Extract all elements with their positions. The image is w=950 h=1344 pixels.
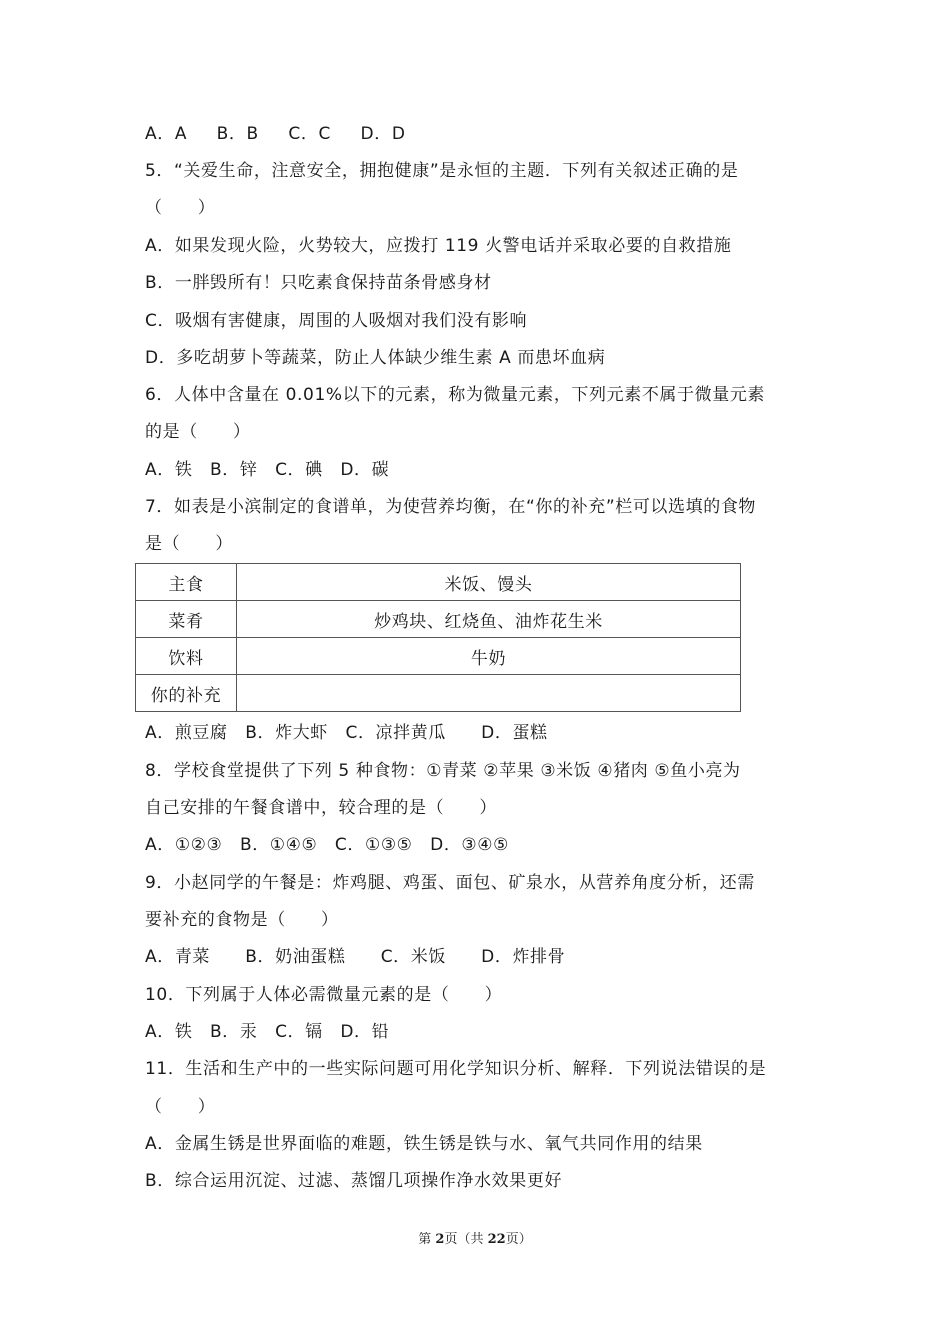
question-5-option-c: C．吸烟有害健康，周围的人吸烟对我们没有影响	[145, 311, 528, 331]
table-row	[136, 564, 741, 601]
footer-page-number: 2	[435, 1232, 445, 1247]
row-label: 主食	[136, 564, 237, 601]
question-7: 7．如表是小滨制定的食谱单，为使营养均衡，在“你的补充”栏可以选填的食物	[145, 497, 757, 517]
table-row	[136, 601, 741, 638]
line-options-q4: A．A B．B C．C D．D	[145, 124, 406, 144]
question-9-cont: 要补充的食物是（ ）	[145, 910, 339, 930]
question-8-options: A．①②③ B．①④⑤ C．①③⑤ D．③④⑤	[145, 835, 509, 855]
question-6-options: A．铁 B．锌 C．碘 D．碳	[145, 460, 390, 480]
row-label: 你的补充	[136, 675, 237, 712]
question-6-cont: 的是（ ）	[145, 422, 251, 442]
question-6: 6．人体中含量在 0.01%以下的元素，称为微量元素，下列元素不属于微量元素	[145, 385, 766, 405]
question-5-option-b: B．一胖毁所有！只吃素食保持苗条骨感身材	[145, 273, 492, 293]
question-10-options: A．铁 B．汞 C．镉 D．铅	[145, 1022, 390, 1042]
question-9-options: A．青菜 B．奶油蛋糕 C．米饭 D．炸排骨	[145, 947, 566, 967]
row-value	[237, 675, 741, 712]
question-8-cont: 自己安排的午餐食谱中，较合理的是（ ）	[145, 798, 497, 818]
row-value: 炒鸡块、红烧鱼、油炸花生米	[237, 601, 741, 638]
row-label: 饮料	[136, 638, 237, 675]
question-9: 9．小赵同学的午餐是：炸鸡腿、鸡蛋、面包、矿泉水，从营养角度分析，还需	[145, 873, 755, 893]
row-value: 米饭、馒头	[237, 564, 741, 601]
table-row	[136, 675, 741, 712]
question-5: 5．“关爱生命，注意安全，拥抱健康”是永恒的主题．下列有关叙述正确的是	[145, 161, 739, 181]
question-5-option-a: A．如果发现火险，火势较大，应拨打 119 火警电话并采取必要的自救措施	[145, 236, 732, 256]
question-11: 11．生活和生产中的一些实际问题可用化学知识分析、解释．下列说法错误的是	[145, 1059, 767, 1079]
question-8: 8．学校食堂提供了下列 5 种食物：①青菜 ②苹果 ③米饭 ④猪肉 ⑤鱼小亮为	[145, 761, 741, 781]
table-row	[136, 638, 741, 675]
question-5-option-d: D．多吃胡萝卜等蔬菜，防止人体缺少维生素 A 而患坏血病	[145, 348, 606, 368]
question-11-option-b: B．综合运用沉淀、过滤、蒸馏几项操作净水效果更好	[145, 1171, 563, 1191]
footer-mid: 页（共	[444, 1232, 488, 1247]
footer-total-pages: 22	[487, 1232, 506, 1247]
footer-suffix: 页）	[505, 1232, 532, 1247]
question-10: 10．下列属于人体必需微量元素的是（ ）	[145, 985, 503, 1005]
question-11-paren: （ ）	[145, 1097, 216, 1117]
question-5-paren: （ ）	[145, 198, 216, 218]
menu-table	[135, 563, 741, 712]
question-7-cont: 是（ ）	[145, 534, 233, 554]
page-footer	[0, 1228, 950, 1247]
row-label: 菜肴	[136, 601, 237, 638]
footer-prefix: 第	[418, 1232, 436, 1247]
question-11-option-a: A．金属生锈是世界面临的难题，铁生锈是铁与水、氧气共同作用的结果	[145, 1134, 703, 1154]
row-value: 牛奶	[237, 638, 741, 675]
question-7-options: A．煎豆腐 B．炸大虾 C．凉拌黄瓜 D．蛋糕	[145, 723, 548, 743]
